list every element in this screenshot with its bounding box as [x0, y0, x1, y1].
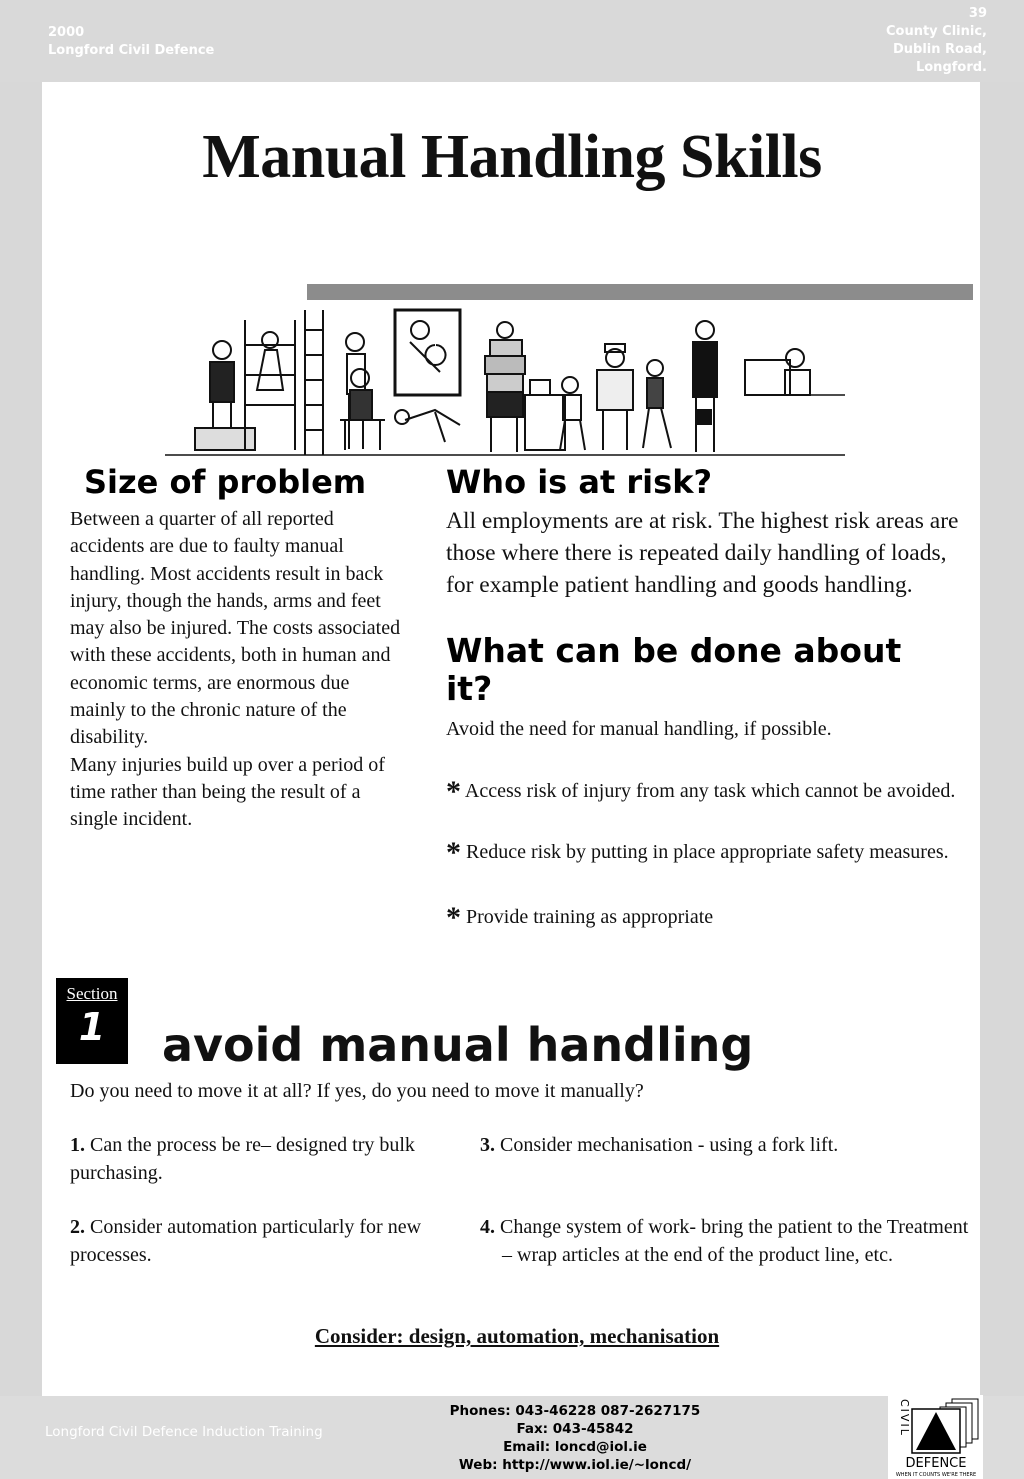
footer-phones: Phones: 043-46228 087-2627175	[449, 1403, 701, 1419]
item-text: Can the process be re– designed try bulk purchasing.	[70, 1134, 415, 1184]
size-paragraph-2: Many injuries build up over a period of time rather than being the result of a single incident.	[70, 753, 385, 831]
workers-illustration	[165, 300, 845, 460]
size-paragraph: Between a quarter of all reported accidents are due to faulty manual handling. Most accidents result in back injury, though the hands, arms and feet may also be injured. The costs associated with these accidents, both in human and economic terms, are enormous due mainly to the chronic nature of the disability.	[70, 508, 401, 749]
avoid-question: Do you need to move it at all? If yes, do you need to move it manually?	[70, 1080, 644, 1102]
item-number: 4.	[480, 1216, 495, 1238]
header-org: Longford Civil Defence	[48, 43, 215, 58]
bullet-item	[446, 837, 966, 868]
avoid-item-1	[70, 1132, 450, 1187]
header-left	[48, 24, 214, 60]
section-label: Section	[66, 984, 118, 1003]
right-margin-band	[980, 0, 1024, 1479]
address-line: Dublin Road,	[892, 42, 987, 57]
bullet-star: *	[446, 775, 461, 808]
item-text: Change system of work- bring the patient to the Treatment – wrap articles at the end of the product line, etc.	[500, 1216, 969, 1266]
page-header	[0, 0, 1024, 82]
bullet-star: *	[446, 901, 461, 934]
avoid-item-4	[480, 1214, 972, 1269]
page-title: Manual Handling Skills	[202, 123, 822, 191]
done-heading: What can be done about it?	[446, 631, 902, 708]
logo-tagline: WHEN IT COUNTS WE'RE THERE	[895, 1472, 977, 1478]
size-heading: Size of problem	[84, 463, 367, 501]
done-intro: Avoid the need for manual handling, if possible.	[446, 718, 832, 740]
risk-body: All employments are at risk. The highest risk areas are those where there is repeated daily handling of loads, for example patient handling and goods handling.	[446, 508, 959, 598]
footer-web: Web: http://www.iol.ie/~loncd/	[458, 1457, 692, 1473]
divider-bar	[307, 284, 973, 300]
footer-fax: Fax: 043-45842	[516, 1421, 634, 1437]
bullet-item	[446, 776, 966, 807]
item-number: 1.	[70, 1134, 85, 1156]
bullet-item	[446, 902, 966, 933]
logo-vertical-text: CIVIL	[898, 1399, 911, 1437]
consider-note: Consider: design, automation, mechanisation	[314, 1324, 720, 1348]
avoid-item-3	[480, 1132, 982, 1160]
address-line: Longford.	[915, 60, 987, 75]
bullet-text: Provide training as appropriate	[466, 906, 714, 928]
avoid-heading: avoid manual handling	[162, 1018, 754, 1072]
address-line: County Clinic,	[885, 24, 987, 39]
footer-email: Email: loncd@iol.ie	[503, 1439, 647, 1455]
avoid-item-2	[70, 1214, 450, 1269]
section-badge	[56, 978, 128, 1064]
left-margin-band	[0, 0, 42, 1479]
bullet-text: Reduce risk by putting in place appropriate safety measures.	[466, 841, 949, 863]
bullet-star: *	[446, 836, 461, 869]
risk-heading: Who is at risk?	[446, 463, 713, 501]
header-address	[886, 5, 987, 77]
civil-defence-logo	[888, 1395, 983, 1479]
header-year: 2000	[48, 25, 85, 40]
logo-word: DEFENCE	[905, 1456, 967, 1471]
done-body	[446, 714, 966, 933]
section-number: 1	[78, 1005, 106, 1049]
address-line: 39	[968, 6, 987, 21]
bullet-text: Access risk of injury from any task which cannot be avoided.	[464, 780, 956, 802]
item-number: 3.	[480, 1134, 495, 1156]
item-number: 2.	[70, 1216, 85, 1238]
size-body	[70, 506, 405, 834]
item-text: Consider mechanisation - using a fork lift.	[500, 1134, 839, 1156]
footer-contact	[370, 1402, 780, 1474]
item-text: Consider automation particularly for new processes.	[70, 1216, 422, 1266]
footer-left: Longford Civil Defence Induction Training	[45, 1424, 323, 1440]
